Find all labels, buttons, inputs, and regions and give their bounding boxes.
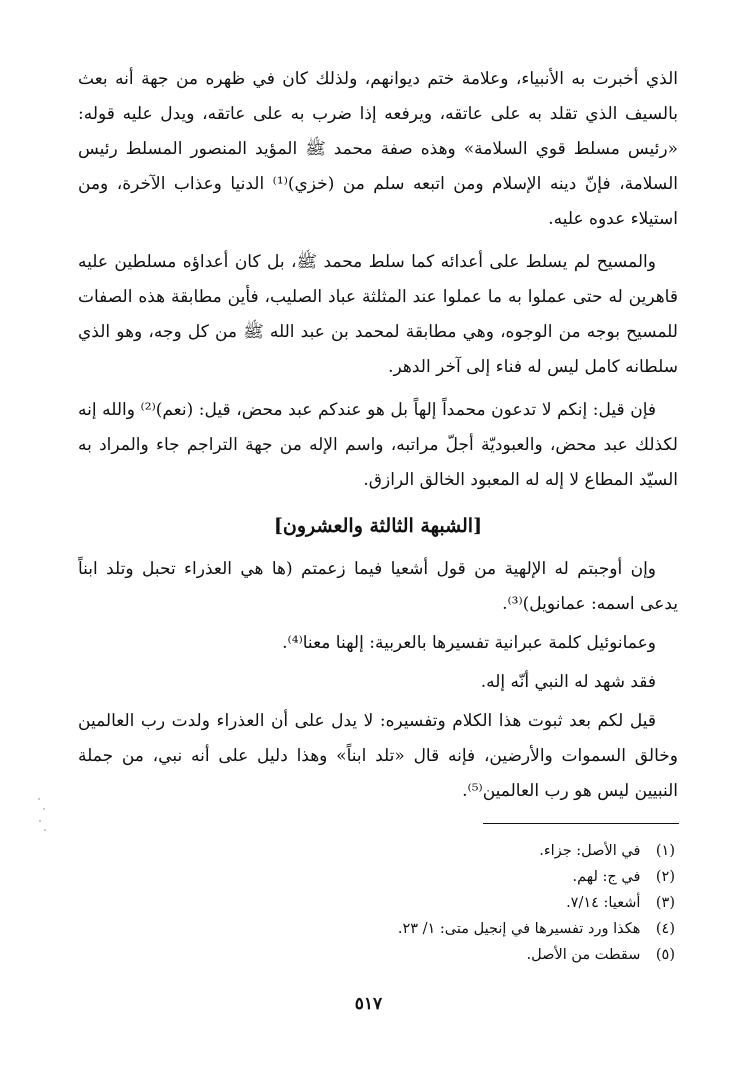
footnote-1 bbox=[225, 838, 675, 864]
footnote-separator bbox=[483, 823, 679, 824]
footnote-number: (٢) bbox=[655, 869, 675, 885]
footnote-text: سقطت من الأصل. bbox=[526, 947, 641, 963]
paragraph-2: والمسيح لم يسلط على أعدائه كما سلط محمد ﷺ، بل كان أعداؤه مسلطين عليه قاهرين له حتى عملوا به ما عملوا عند المثلثة عباد الصليب، فأين مطابقة هذه الصفات للمسيح بوجه من الوجوه، وهي مطابقة لمحمد بن عبد الله ﷺ من كل وجه، وهو الذي سلطانه كامل ليس له فناء إلى آخر الدهر. bbox=[78, 252, 678, 377]
paragraph-1: الذي أخبرت به الأنبياء، وعلامة ختم ديوانهم، ولذلك كان في ظهره من جهة أنه بعث بالسيف الذي تقلد به على عاتقه، ويرفعه إذا ضرب به على عاتقه، ويدل عليه قوله: «رئيس مسلط قوي السلامة» وهذه صفة محمد ﷺ المؤيد المنصور المسلط رئيس السلامة، فإنّ دينه الإسلام ومن اتبعه سلم من (خزي)⁽¹⁾ الدنيا وعذاب الآخرة، ومن استيلاء عدوه عليه. bbox=[78, 69, 679, 229]
footnote-3 bbox=[225, 890, 675, 916]
footnote-text: في ج: لهم. bbox=[572, 869, 641, 885]
page-number: ٥١٧ bbox=[354, 994, 383, 1014]
paragraph-6: فقد شهد له النبي أنّه إله. bbox=[480, 672, 656, 692]
paragraph-3: فإن قيل: إنكم لا تدعون محمداً إلهاً بل هو عندكم عبد محض، قيل: (نعم)⁽²⁾ والله إنه لكذلك عبد محض، والعبوديّة أجلّ مراتبه، واسم الإله من جهة التراجم جاء والمراد به السيّد المطاع لا إله له المعبود الخالق الرازق. bbox=[78, 400, 678, 490]
footnote-number: (٤) bbox=[655, 921, 675, 937]
footnote-4 bbox=[225, 916, 675, 942]
footnote-2 bbox=[225, 864, 675, 890]
paragraph-5: وعمانوئيل كلمة عبرانية تفسيرها بالعربية: إلهنا معنا⁽⁴⁾. bbox=[282, 633, 656, 653]
footnote-5 bbox=[225, 942, 675, 968]
scan-specks bbox=[36, 796, 48, 836]
footnote-text: في الأصل: جزاء. bbox=[539, 843, 641, 859]
footnote-number: (٥) bbox=[655, 947, 675, 963]
paragraph-7: قيل لكم بعد ثبوت هذا الكلام وتفسيره: لا يدل على أن العذراء ولدت رب العالمين وخالق السموات والأرضين، فإنه قال «تلد ابناً» وهذا دليل على أنه نبي، من جملة النبيين ليس هو رب العالمين⁽⁵⁾. bbox=[78, 711, 678, 801]
footnote-text: هكذا ورد تفسيرها في إنجيل متى: ١/ ٢٣. bbox=[397, 921, 641, 937]
footnotes bbox=[225, 838, 675, 968]
paragraph-4: وإن أوجبتم له الإلهية من قول أشعيا فيما زعمتم (ها هي العذراء تحبل وتلد ابناً يدعى اسمه: عمانويل)⁽³⁾. bbox=[78, 559, 678, 614]
page-body bbox=[78, 62, 678, 817]
section-heading: [الشبهة الثالثة والعشرون] bbox=[273, 515, 483, 537]
footnote-text: أشعيا: ٧/١٤. bbox=[566, 895, 641, 911]
footnote-number: (٣) bbox=[655, 895, 675, 911]
footnote-number: (١) bbox=[655, 843, 675, 859]
